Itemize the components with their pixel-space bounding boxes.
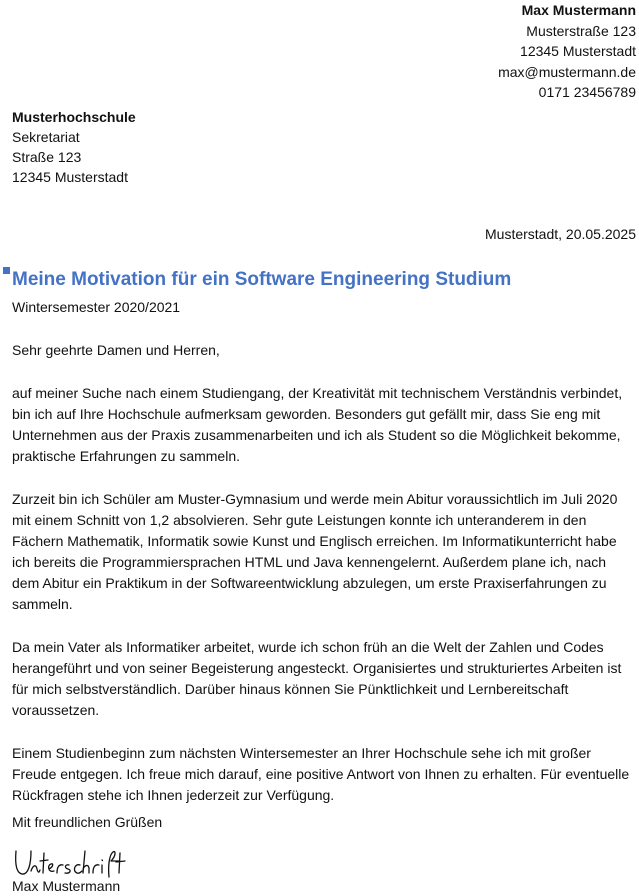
recipient-block bbox=[12, 107, 136, 187]
recipient-street: Straße 123 bbox=[12, 149, 82, 165]
recipient-city: 12345 Musterstadt bbox=[12, 169, 128, 185]
body-paragraph: Einem Studienbeginn zum nächsten Wintersemester an Ihrer Hochschule sehe ich mit großer Freude entgegen. Ich freue mich darauf, eine positive Antwort von Ihnen zu erhalten. Für eventuelle Rückfragen stehe ich Ihnen jederzeit zur Verfügung. bbox=[12, 745, 630, 803]
letter-body bbox=[12, 383, 632, 828]
sender-street: Musterstraße 123 bbox=[526, 22, 636, 39]
subject-heading: Meine Motivation für ein Software Engineering Studium bbox=[12, 269, 512, 290]
recipient-dept: Sekretariat bbox=[12, 129, 80, 145]
sender-phone: 0171 23456789 bbox=[538, 84, 636, 100]
salutation: Sehr geehrte Damen und Herren, bbox=[12, 342, 220, 358]
body-paragraph: Da mein Vater als Informatiker arbeitet, wurde ich schon früh an die Welt der Zahlen und Codes herangeführt und von seiner Begeisterung angesteckt. Organisiertes und strukturiertes Arbeiten ist für mich selbstverständlich. Darüber hinaus können Sie Pünktlichkeit und Lernbereitschaft voraussetzen. bbox=[12, 639, 622, 718]
signature-name: Max Mustermann bbox=[12, 878, 121, 894]
body-paragraph: Zurzeit bin ich Schüler am Muster-Gymnasium und werde mein Abitur voraussichtlich im Juli 2020 mit einem Schnitt von 1,2 absolvieren. Sehr gute Leistungen konnte ich unteranderem in den Fächern Mathematik, Informatik sowie Kunst und Englisch erreichen. Im Informatikunterricht habe ich bereits die Programmiersprachen HTML und Java kennengelernt. Außerdem plane ich, nach dem Abitur ein Praktikum in der Softwareentwicklung abzulegen, um erste Praxiserfahrungen zu sammeln. bbox=[12, 491, 618, 612]
body-paragraph: auf meiner Suche nach einem Studiengang, der Kreativität mit technischem Verständnis verbindet, bin ich auf Ihre Hochschule aufmerksam geworden. Besonders gut gefällt mir, dass Sie eng mit Unternehmen aus der Praxis zusammenarbeiten und ich als Student so die Möglichkeit bekomme, praktische Erfahrungen zu sammeln. bbox=[12, 385, 623, 464]
semester-line: Wintersemester 2020/2021 bbox=[12, 299, 181, 315]
recipient-org: Musterhochschule bbox=[12, 109, 136, 125]
sender-city: 12345 Musterstadt bbox=[520, 43, 636, 59]
sender-email: max@mustermann.de bbox=[498, 63, 636, 80]
handwritten-signature bbox=[12, 843, 132, 883]
heading-marker-icon bbox=[3, 267, 10, 274]
letter-date: Musterstadt, 20.05.2025 bbox=[485, 226, 636, 242]
sender-name: Max Mustermann bbox=[521, 2, 636, 18]
closing-line: Mit freundlichen Grüßen bbox=[12, 814, 163, 830]
sender-block bbox=[498, 0, 636, 103]
